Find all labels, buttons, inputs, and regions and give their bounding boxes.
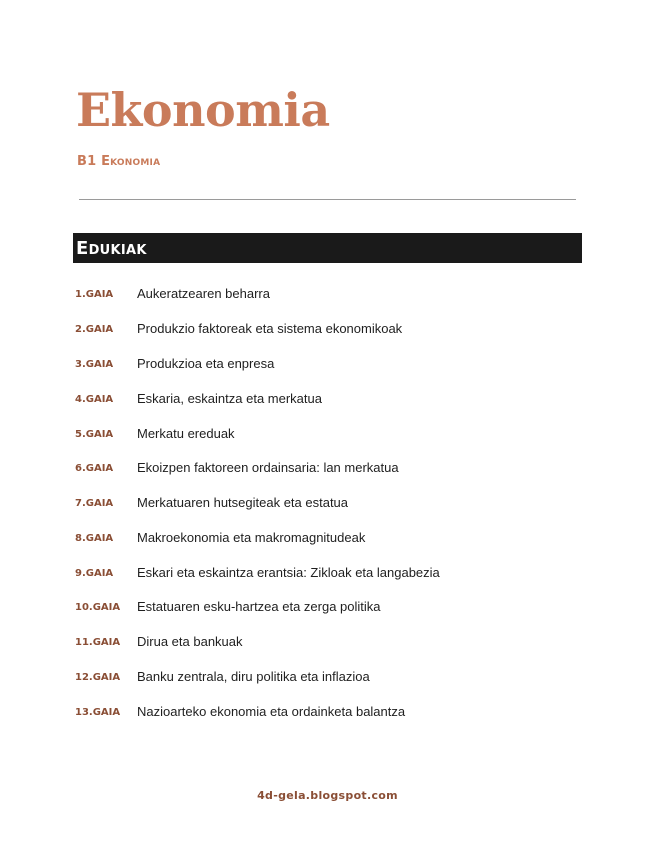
divider [79, 199, 576, 200]
topic-title: Ekoizpen faktoreen ordainsaria: lan merkatua [137, 460, 399, 475]
topic-number: 11.GAIA [75, 637, 121, 648]
topic-row [0, 320, 655, 340]
section-header-bar [73, 233, 582, 263]
topic-number: 10.GAIA [75, 602, 121, 613]
topic-number: 8.GAIA [75, 533, 114, 544]
topic-title: Merkatuaren hutsegiteak eta estatua [137, 495, 349, 510]
topic-title: Aukeratzearen beharra [137, 286, 270, 301]
topic-row [0, 390, 655, 410]
page-title: Ekonomia [76, 83, 330, 137]
topic-row [0, 703, 655, 723]
topic-row [0, 494, 655, 514]
topic-row [0, 668, 655, 688]
topic-number: 9.GAIA [75, 568, 114, 579]
topic-row [0, 459, 655, 479]
topic-row [0, 633, 655, 653]
section-title: Edukiak [76, 238, 147, 259]
topic-title: Banku zentrala, diru politika eta inflazioa [137, 669, 370, 684]
topic-number: 5.GAIA [75, 429, 114, 440]
topic-title: Eskari eta eskaintza erantsia: Zikloak eta langabezia [137, 565, 440, 580]
topic-number: 13.GAIA [75, 707, 121, 718]
topic-title: Produkzioa eta enpresa [137, 356, 275, 371]
topic-number: 1.GAIA [75, 289, 114, 300]
footer-link[interactable]: 4d-gela.blogspot.com [257, 789, 398, 802]
topic-row [0, 598, 655, 618]
topic-number: 12.GAIA [75, 672, 121, 683]
topic-row [0, 425, 655, 445]
topic-row [0, 564, 655, 584]
topic-title: Produkzio faktoreak eta sistema ekonomikoak [137, 321, 403, 336]
topic-number: 7.GAIA [75, 498, 114, 509]
topic-title: Nazioarteko ekonomia eta ordainketa balantza [137, 704, 406, 719]
topic-number: 2.GAIA [75, 324, 114, 335]
topic-number: 6.GAIA [75, 463, 114, 474]
topic-number: 4.GAIA [75, 394, 114, 405]
topic-title: Merkatu ereduak [137, 426, 235, 441]
topic-title: Makroekonomia eta makromagnitudeak [137, 530, 366, 545]
topic-row [0, 285, 655, 305]
topic-title: Eskaria, eskaintza eta merkatua [137, 391, 322, 406]
topic-title: Dirua eta bankuak [137, 634, 243, 649]
page-subtitle: B1 Ekonomia [77, 154, 161, 169]
topic-title: Estatuaren esku-hartzea eta zerga politika [137, 599, 381, 614]
topic-number: 3.GAIA [75, 359, 114, 370]
topic-row [0, 355, 655, 375]
topic-row [0, 529, 655, 549]
